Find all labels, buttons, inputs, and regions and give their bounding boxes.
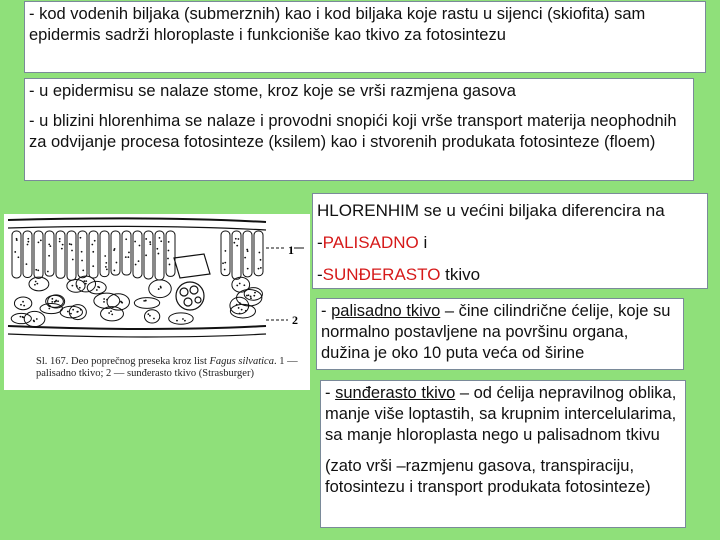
figure-caption: [36, 356, 302, 380]
chlorenchyma-intro: HLORENHIM se u većini biljaka diferencira na: [317, 201, 665, 220]
figure-label-2: 2: [292, 313, 298, 327]
spongy-cell: [14, 297, 31, 310]
palisade-cell: [133, 231, 142, 278]
chloroplast: [239, 302, 241, 304]
spongy-prefix: -: [317, 265, 323, 284]
chloroplast: [38, 241, 40, 243]
chloroplast: [254, 292, 256, 294]
epidermis-note-text: - kod vodenih biljaka (submerznih) kao i kod biljaka koje rastu u sijenci (skiofita) sam epidermis sadrži hloroplaste i funkcioniše kao tkivo za fotosintezu: [29, 5, 646, 44]
figure-label-1: 1: [288, 243, 294, 257]
chloroplast: [81, 260, 83, 262]
chloroplast: [149, 241, 151, 243]
spongy-cell: [169, 313, 193, 324]
chloroplast: [105, 262, 107, 264]
chloroplast: [134, 241, 136, 243]
chloroplast: [91, 244, 93, 246]
chloroplast: [113, 270, 115, 272]
chloroplast: [40, 239, 42, 241]
chloroplast: [158, 288, 160, 290]
chloroplast: [92, 251, 94, 253]
chloroplast: [80, 237, 82, 239]
upper-epidermis: [8, 218, 266, 222]
palisade-label-line: [317, 232, 703, 254]
palisade-cell: [166, 231, 175, 276]
chloroplast: [245, 310, 247, 312]
chloroplast: [80, 309, 82, 311]
chloroplast-dots: [14, 237, 261, 322]
chloroplast: [35, 281, 37, 283]
palisade-def-term: palisadno tkivo: [331, 302, 441, 320]
chloroplast: [169, 264, 171, 266]
chloroplast: [36, 283, 38, 285]
figure-caption-part-a: Sl. 167. Deo poprečnog preseka kroz list: [36, 356, 210, 367]
chloroplast: [236, 304, 238, 306]
palisade-cell: [122, 231, 131, 275]
chloroplast: [149, 315, 151, 317]
chloroplast: [222, 262, 224, 264]
spongy-cell: [134, 298, 159, 309]
chloroplast: [116, 262, 118, 264]
chloroplast: [57, 300, 59, 302]
chloroplast: [235, 238, 237, 240]
chloroplast: [138, 260, 140, 262]
chloroplast: [253, 295, 255, 297]
chloroplast: [61, 248, 63, 250]
chloroplast: [159, 237, 161, 239]
chloroplast: [49, 245, 51, 247]
chloroplast: [82, 269, 84, 271]
chloroplast: [72, 259, 74, 261]
spongy-def-prefix: -: [325, 384, 336, 402]
chloroplast: [14, 251, 16, 253]
chloroplast: [167, 258, 169, 260]
chloroplast: [48, 255, 50, 257]
chloroplast: [247, 250, 249, 252]
chloroplast: [51, 301, 53, 303]
chloroplast: [111, 314, 113, 316]
chloroplast: [70, 313, 72, 315]
vascular-bundle-note-text: - u blizini hlorenhima se nalaze i provodni snopići koji vrše transport materija neophodnih za odvijanje procesa fotosinteze (ksilem) kao i stvorenih produkata fotosinteze (floem): [29, 112, 677, 151]
chloroplast: [145, 238, 147, 240]
vascular-bundle: [174, 254, 210, 310]
chloroplast: [51, 298, 53, 300]
stomata-note-box: [24, 78, 694, 181]
chloroplast: [125, 256, 127, 258]
chloroplast: [17, 256, 19, 258]
spongy-def-text: – od ćelija nepravilnog oblika, manje više loptastih, sa krupnim intercelularima, sa manje hloroplasta nego u palisadnom tkivu: [325, 384, 677, 444]
chloroplast: [176, 320, 178, 322]
chloroplast: [81, 251, 83, 253]
chloroplast: [69, 243, 71, 245]
spongy-term: SUNĐERASTO: [322, 265, 441, 284]
spongy-cell: [230, 304, 255, 318]
chloroplast: [20, 304, 22, 306]
chloroplast: [120, 301, 122, 303]
chloroplast: [26, 263, 28, 265]
chloroplast: [104, 255, 106, 257]
chloroplast: [258, 252, 260, 254]
palisade-suffix: i: [418, 233, 428, 252]
chloroplast: [250, 296, 252, 298]
chloroplast: [135, 264, 137, 266]
chloroplast: [105, 266, 107, 268]
spongy-cell: [24, 311, 45, 326]
spongy-cell: [40, 303, 62, 313]
figure-caption-species: Fagus silvatica: [209, 356, 274, 367]
chloroplast: [96, 289, 98, 291]
palisade-cell: [45, 231, 54, 276]
palisade-cell: [23, 231, 32, 277]
spongy-cell: [29, 277, 49, 291]
chloroplast: [250, 297, 252, 299]
chloroplast: [59, 238, 61, 240]
chloroplast: [128, 252, 130, 254]
palisade-cell: [221, 231, 230, 276]
spongy-suffix: tkivo: [440, 265, 481, 284]
spongy-cell: [149, 280, 172, 298]
chloroplast: [47, 271, 49, 273]
palisade-prefix: -: [317, 233, 323, 252]
chloroplast: [224, 269, 226, 271]
chloroplast: [233, 242, 235, 244]
chloroplast: [36, 318, 38, 320]
chloroplast: [239, 313, 241, 315]
chloroplast: [243, 284, 245, 286]
chloroplast: [258, 268, 260, 270]
chloroplast: [260, 267, 262, 269]
chloroplast: [113, 249, 115, 251]
spongy-def-term: sunđerasto tkivo: [335, 384, 456, 402]
chloroplast: [246, 295, 248, 297]
chloroplast: [260, 259, 262, 261]
palisade-cell: [243, 231, 252, 277]
chloroplast: [149, 243, 151, 245]
palisade-cell: [100, 231, 109, 277]
chloroplast: [168, 250, 170, 252]
chloroplast: [145, 254, 147, 256]
chloroplast: [16, 238, 18, 240]
chloroplast: [37, 270, 39, 272]
chloroplast: [20, 316, 22, 318]
chloroplast: [156, 248, 158, 250]
chloroplast: [224, 250, 226, 252]
chloroplast: [106, 299, 108, 301]
chloroplast: [55, 300, 57, 302]
spongy-definition: [325, 383, 681, 446]
palisade-definition: [321, 301, 679, 364]
chloroplast: [48, 243, 50, 245]
chlorenchyma-box: [312, 193, 708, 289]
chloroplast: [160, 240, 162, 242]
spongy-cell: [232, 277, 250, 292]
chloroplast: [239, 283, 241, 285]
chloroplast: [62, 244, 64, 246]
chloroplast: [244, 257, 246, 259]
chloroplast: [97, 286, 99, 288]
chloroplast: [248, 294, 250, 296]
palisade-term: PALISADNO: [322, 233, 419, 252]
chloroplast: [79, 287, 81, 289]
chloroplast: [83, 280, 85, 282]
chloroplast: [85, 283, 87, 285]
spongy-label-line: [317, 264, 703, 286]
spongy-definition-box: [320, 380, 686, 528]
chloroplast: [108, 312, 110, 314]
palisade-cell: [67, 231, 76, 280]
chloroplast: [168, 241, 170, 243]
palisade-def-prefix: -: [321, 302, 332, 320]
chloroplast: [92, 265, 94, 267]
chloroplast: [110, 310, 112, 312]
chloroplast: [70, 244, 72, 246]
chloroplast: [246, 249, 248, 251]
chloroplast: [247, 268, 249, 270]
figure-caption-part-b: . 1 — palisadno tkivo; 2 — sunđerasto tkivo (Strasburger): [36, 356, 298, 379]
spongy-function-note: (zato vrši –razmjenu gasova, transpiraciju, fotosintezu i transport produkata fotosinteze): [325, 457, 651, 496]
chloroplast: [238, 307, 240, 309]
palisade-def-text: – čine cilindrične ćelije, koje su normalno postavljene na površinu organa, dužina je oko 10 puta veća od širine: [321, 302, 671, 362]
chloroplast: [147, 313, 149, 315]
chloroplast: [85, 280, 87, 282]
chloroplast: [23, 305, 25, 307]
palisade-cell: [89, 231, 98, 278]
chloroplast: [106, 268, 108, 270]
chloroplast: [125, 238, 127, 240]
chloroplast: [184, 320, 186, 322]
chloroplast: [182, 318, 184, 320]
chloroplast: [71, 250, 73, 252]
chloroplast: [48, 308, 50, 310]
chloroplast: [127, 256, 129, 258]
chloroplast: [59, 241, 61, 243]
chloroplast: [139, 245, 141, 247]
palisade-definition-box: [316, 298, 684, 370]
chloroplast: [77, 311, 79, 313]
chloroplast: [33, 320, 35, 322]
chloroplast: [34, 284, 36, 286]
chloroplast: [35, 269, 37, 271]
chloroplast: [153, 318, 155, 320]
chloroplast: [236, 245, 238, 247]
spongy-cell: [144, 310, 159, 323]
chloroplast: [103, 301, 105, 303]
chloroplast: [71, 285, 73, 287]
chloroplast: [145, 300, 147, 302]
chloroplast: [27, 244, 29, 246]
chloroplast: [76, 285, 78, 287]
chloroplast: [160, 286, 162, 288]
chloroplast: [67, 311, 69, 313]
chloroplast: [22, 316, 24, 318]
chloroplast: [22, 301, 24, 303]
spongy-cell: [87, 281, 106, 293]
stomata-note-text: - u epidermisu se nalaze stome, kroz koje se vrši razmjena gasova: [29, 82, 516, 100]
chloroplast: [157, 253, 159, 255]
lower-epidermis: [8, 326, 266, 329]
chloroplast: [224, 262, 226, 264]
chloroplast: [238, 238, 240, 240]
chloroplast: [236, 285, 238, 287]
chloroplast: [241, 309, 243, 311]
chloroplast: [72, 309, 74, 311]
palisade-cell: [111, 231, 120, 275]
chloroplast: [49, 305, 51, 307]
spongy-cell: [11, 313, 31, 323]
chloroplast: [94, 240, 96, 242]
palisade-cell: [56, 231, 65, 278]
chloroplast: [27, 238, 29, 240]
epidermis-note-box: [24, 1, 706, 73]
chloroplast: [27, 241, 29, 243]
chloroplast: [103, 298, 105, 300]
spongy-cells: [11, 276, 262, 327]
